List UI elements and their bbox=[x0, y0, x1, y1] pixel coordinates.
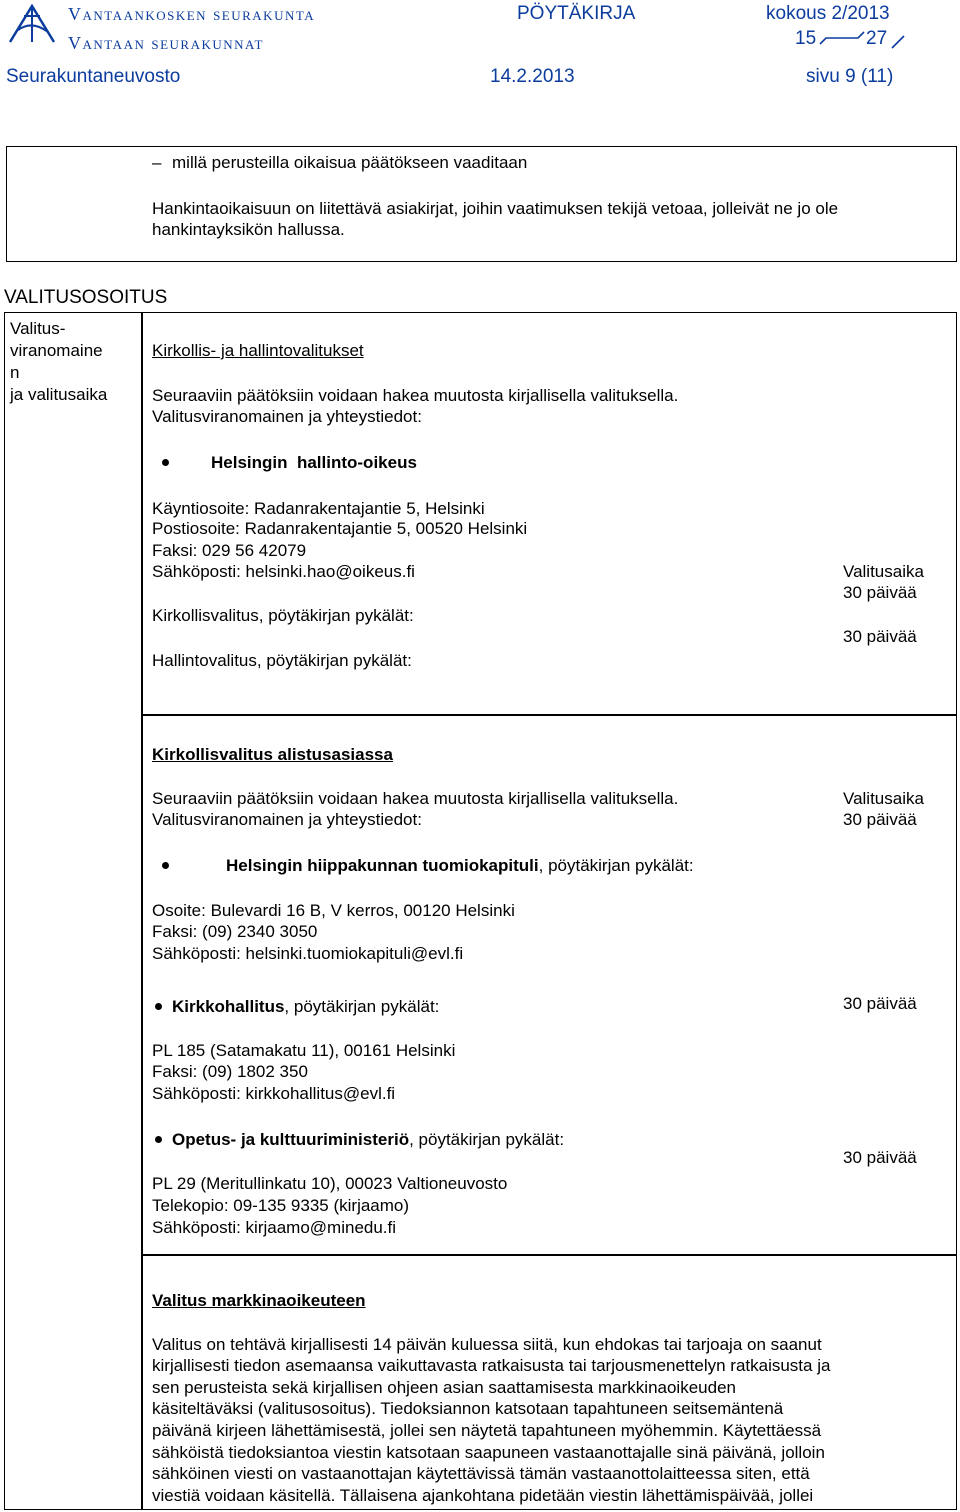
bullet-icon bbox=[155, 1136, 162, 1143]
block-heading: Valitus markkinaoikeuteen bbox=[152, 1291, 366, 1310]
org-name-line2: Vantaan seurakunnat bbox=[68, 33, 264, 53]
bullet-icon bbox=[162, 459, 169, 466]
contact-line: Sähköposti: kirjaamo@minedu.fi bbox=[152, 1218, 397, 1237]
period-label: Valitusaika bbox=[843, 562, 924, 581]
paragraph-line: viestiä voidaan käsitellä. Tällaisena ajankohtana pidetään viestin lähettämispäivää, jollei bbox=[152, 1486, 814, 1505]
period-label: Valitusaika bbox=[843, 789, 924, 808]
paragraph-line: sen perusteista sekä kirjallisen ohjeen asian saattamisesta markkinaoikeuden bbox=[152, 1378, 736, 1397]
parish-logo-icon bbox=[4, 2, 60, 46]
period-value: 30 päivää bbox=[843, 583, 917, 602]
authority-name: Helsingin hallinto-oikeus bbox=[211, 453, 417, 472]
period-value: 30 päivää bbox=[843, 1148, 917, 1167]
authority-entry bbox=[172, 996, 439, 1017]
block-intro: Seuraaviin päätöksiin voidaan hakea muutosta kirjallisella valituksella. bbox=[152, 789, 679, 808]
correction-grounds-item: millä perusteilla oikaisua päätökseen vaaditaan bbox=[172, 153, 528, 172]
contact-line: Faksi: 029 56 42079 bbox=[152, 541, 307, 560]
appeal-type: Hallintovalitus, pöytäkirjan pykälät: bbox=[152, 651, 412, 670]
authority-suffix: , pöytäkirjan pykälät: bbox=[284, 997, 440, 1016]
contact-line: Sähköposti: kirkkohallitus@evl.fi bbox=[152, 1084, 396, 1103]
section-range-tail bbox=[890, 34, 906, 54]
contact-line: Käyntiosoite: Radanrakentajantie 5, Helsinki bbox=[152, 499, 485, 518]
block-intro: Valitusviranomainen ja yhteystiedot: bbox=[152, 407, 422, 426]
contact-line: Telekopio: 09-135 9335 (kirjaamo) bbox=[152, 1196, 410, 1215]
block-heading: Kirkollisvalitus alistusasiassa bbox=[152, 745, 393, 764]
paragraph-line: päivänä kirjeen lähettämisestä, jollei sen näytetä tapahtuneen myöhemmin. Käytettäessä bbox=[152, 1421, 822, 1440]
authority-suffix: , pöytäkirjan pykälät: bbox=[538, 856, 694, 875]
section-range-end: 27 bbox=[866, 28, 888, 49]
block-intro: Valitusviranomainen ja yhteystiedot: bbox=[152, 810, 422, 829]
block-heading: Kirkollis- ja hallintovalitukset bbox=[152, 341, 364, 360]
paragraph-line: sähköistä tiedoksiantoa viestin katsotaan saapuneen vastaanottajalle sinä päivänä, jolloin bbox=[152, 1443, 825, 1462]
side-label-line: Valitus- bbox=[10, 319, 66, 338]
row-divider bbox=[141, 714, 957, 716]
authority-name: Kirkkohallitus bbox=[172, 997, 285, 1016]
contact-line: Postiosoite: Radanrakentajantie 5, 00520 Helsinki bbox=[152, 519, 528, 538]
authority-suffix: , pöytäkirjan pykälät: bbox=[409, 1130, 565, 1149]
contact-line: Sähköposti: helsinki.tuomiokapituli@evl.fi bbox=[152, 944, 464, 963]
org-name-line1: Vantaankosken seurakunta bbox=[68, 4, 316, 24]
authority-name: Opetus- ja kulttuuriministeriö bbox=[172, 1130, 410, 1149]
period-value: 30 päivää bbox=[843, 810, 917, 829]
body-name: Seurakuntaneuvosto bbox=[6, 66, 181, 87]
paragraph-line: käsiteltäväksi (valitusosoitus). Tiedoksiannon katsotaan tapahtuneen seitsemäntenä bbox=[152, 1399, 784, 1418]
period-value: 30 päivää bbox=[843, 627, 917, 646]
authority-entry bbox=[226, 855, 694, 876]
dash-bullet: – bbox=[152, 153, 162, 172]
contact-line: Sähköposti: helsinki.hao@oikeus.fi bbox=[152, 562, 415, 581]
contact-line: Faksi: (09) 2340 3050 bbox=[152, 922, 318, 941]
contact-line: PL 29 (Meritullinkatu 10), 00023 Valtioneuvosto bbox=[152, 1174, 508, 1193]
contact-line: Faksi: (09) 1802 350 bbox=[152, 1062, 308, 1081]
attachment-paragraph-line: Hankintaoikaisuun on liitettävä asiakirjat, joihin vaatimuksen tekijä vetoaa, jolleivät ne jo ole bbox=[152, 199, 839, 218]
side-label-line: viranomaine bbox=[10, 341, 103, 360]
authority-name: Helsingin hiippakunnan tuomiokapituli bbox=[226, 856, 539, 875]
section-title: VALITUSOSOITUS bbox=[4, 287, 168, 308]
authority-entry bbox=[172, 1129, 564, 1150]
paragraph-line: kirjallisesti tiedon asemaansa vaikuttavasta ratkaisusta tai tarjousmenettelyn ratkaisusta ja bbox=[152, 1356, 831, 1375]
bullet-icon bbox=[155, 1003, 162, 1010]
paragraph-line: sähköinen viesti on vastaanottajan käytettävissä tämän vastaanottolaitteessa siten, että bbox=[152, 1464, 810, 1483]
bullet-icon bbox=[162, 862, 169, 869]
meeting-date: 14.2.2013 bbox=[490, 66, 575, 87]
side-label-line: n bbox=[10, 363, 20, 382]
appeal-type: Kirkollisvalitus, pöytäkirjan pykälät: bbox=[152, 606, 414, 625]
contact-line: Osoite: Bulevardi 16 B, V kerros, 00120 Helsinki bbox=[152, 901, 515, 920]
block-intro: Seuraaviin päätöksiin voidaan hakea muutosta kirjallisella valituksella. bbox=[152, 386, 679, 405]
row-divider bbox=[141, 1254, 957, 1256]
side-label-line: ja valitusaika bbox=[10, 385, 108, 404]
page-number: sivu 9 (11) bbox=[806, 66, 894, 87]
period-value: 30 päivää bbox=[843, 994, 917, 1013]
meeting-number: kokous 2/2013 bbox=[766, 3, 890, 24]
section-range-dash bbox=[818, 28, 866, 54]
attachment-paragraph-line: hankintayksikön hallussa. bbox=[152, 220, 345, 239]
column-divider bbox=[141, 312, 143, 1510]
section-range-start: 15 bbox=[795, 28, 817, 49]
paragraph-line: Valitus on tehtävä kirjallisesti 14 päivän kuluessa siitä, kun ehdokas tai tarjoaja on saanut bbox=[152, 1335, 822, 1354]
document-type: PÖYTÄKIRJA bbox=[517, 3, 636, 24]
contact-line: PL 185 (Satamakatu 11), 00161 Helsinki bbox=[152, 1041, 456, 1060]
